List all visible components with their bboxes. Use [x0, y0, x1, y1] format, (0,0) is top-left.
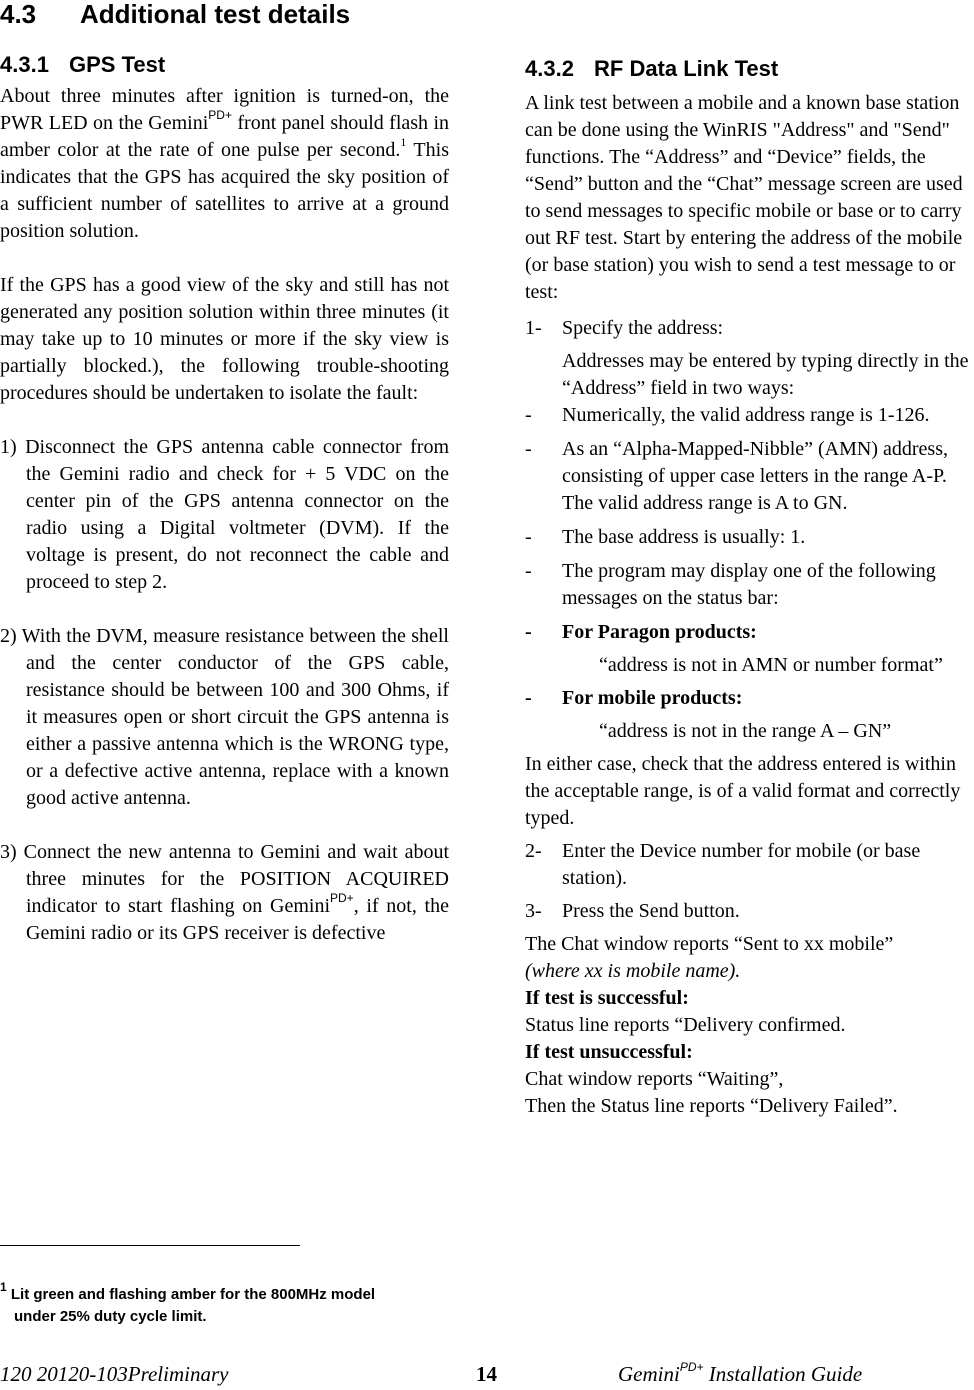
rf-dash-base: - The base address is usually: 1.	[525, 526, 806, 548]
footnote-line-1: Lit green and flashing amber for the 800MHz model	[10, 1286, 376, 1303]
gemini-superscript: PD+	[330, 891, 354, 906]
rf-fail-heading: If test unsuccessful:	[525, 1041, 693, 1063]
left-column	[0, 52, 449, 947]
right-column	[525, 56, 974, 1120]
section-title: Additional test details	[80, 0, 351, 29]
footnote-ref: 1	[400, 135, 407, 150]
rf-fail-text-2: Then the Status line reports “Delivery Failed”.	[525, 1095, 898, 1117]
rf-success-text: Status line reports “Delivery confirmed.	[525, 1014, 846, 1036]
rf-dash-amn: - As an “Alpha-Mapped-Nibble” (AMN) address, consisting of upper case letters in the range A-P. The valid address range is A to GN.	[525, 438, 948, 514]
rf-test-number: 4.3.2	[525, 56, 574, 81]
section-number: 4.3	[0, 0, 37, 29]
footer-page-number: 14	[476, 1362, 497, 1386]
footnote-mark: 1	[0, 1280, 7, 1294]
rf-dash-paragon: - For Paragon products:	[525, 621, 757, 643]
footer-doc-number: 120 20120-103Preliminary	[0, 1362, 229, 1386]
gps-troubleshoot-paragraph: If the GPS has a good view of the sky and still has not generated any position solution within three minutes (it may take up to 10 minutes or more if the sky view is partially blocked.), the following trouble-shooting procedures should be undertaken to isolate the fault:	[0, 274, 449, 404]
rf-item-3: 3- Press the Send button.	[525, 900, 740, 922]
gps-test-number: 4.3.1	[0, 52, 49, 77]
rf-dash-numeric: - Numerically, the valid address range is 1-126.	[525, 404, 930, 426]
rf-success-heading: If test is successful:	[525, 987, 689, 1009]
gps-step-3: 3) Connect the new antenna to Gemini and wait about three minutes for the POSITION ACQUIRED indicator to start flashing on Gemini$^{PD+}$, if not, the Gemini radio or its GPS receiver is defective	[0, 841, 449, 944]
gps-test-heading	[0, 52, 449, 78]
rf-item-2: 2- Enter the Device number for mobile (or base station).	[525, 840, 921, 889]
rf-paragon-message: “address is not in AMN or number format”	[599, 654, 943, 676]
footnote-line-2: under 25% duty cycle limit.	[14, 1308, 207, 1325]
section-heading	[0, 0, 350, 28]
rf-item-1: 1- Specify the address:	[525, 317, 724, 339]
gps-step-1: 1) Disconnect the GPS antenna cable connector from the Gemini radio and check for + 5 VDC on the center pin of the GPS antenna connector on the radio using a Digital voltmeter (DVM). If the voltage is present, do not reconnect the cable and proceed to step 2.	[0, 436, 449, 593]
rf-test-heading	[525, 56, 974, 82]
rf-test-title: RF Data Link Test	[594, 56, 779, 81]
rf-intro-paragraph: A link test between a mobile and a known base station can be done using the WinRIS "Address" and "Send" functions. The “Address” and “Device” fields, the “Send” button and the “Chat” message screen are used to send messages to specific mobile or base or to carry out RF test. Start by entering the address of the mobile (or base station) you wish to send a test message to or test:	[525, 92, 963, 303]
rf-item-1-detail: Addresses may be entered by typing directly in the “Address” field in two ways:	[562, 350, 969, 399]
gps-test-title: GPS Test	[69, 52, 166, 77]
gemini-superscript: PD+	[208, 108, 232, 123]
gps-intro-paragraph: About three minutes after ignition is turned-on, the PWR LED on the Gemini$^{PD+}$ front panel should flash in amber color at the rate of one pulse per second.$^1$ This indicates that the GPS has acquired the sky position of a sufficient number of satellites to arrive at a ground position solution.	[0, 85, 450, 242]
rf-chat-report: The Chat window reports “Sent to xx mobile”	[525, 933, 894, 955]
footnote-divider	[0, 1245, 300, 1246]
footer-guide-title: Gemini$^{PD+}$ Installation Guide	[618, 1360, 863, 1386]
rf-dash-messages: - The program may display one of the following messages on the status bar:	[525, 560, 936, 609]
rf-fail-text-1: Chat window reports “Waiting”,	[525, 1068, 784, 1090]
rf-dash-mobile: - For mobile products:	[525, 687, 743, 709]
rf-mobile-message: “address is not in the range A – GN”	[599, 720, 892, 742]
rf-chat-note: (where xx is mobile name).	[525, 960, 741, 982]
gps-step-2: 2) With the DVM, measure resistance between the shell and the center conductor of the GPS cable, resistance should be between 100 and 300 Ohms, if it measures open or short circuit the GPS antenna is either a passive antenna which is the WRONG type, or a defective active antenna, replace with a known good active antenna.	[0, 625, 449, 809]
footnote	[0, 1280, 460, 1328]
page-footer	[0, 1362, 974, 1390]
rf-check-paragraph: In either case, check that the address entered is within the acceptable range, is of a valid format and correctly typed.	[525, 753, 961, 829]
